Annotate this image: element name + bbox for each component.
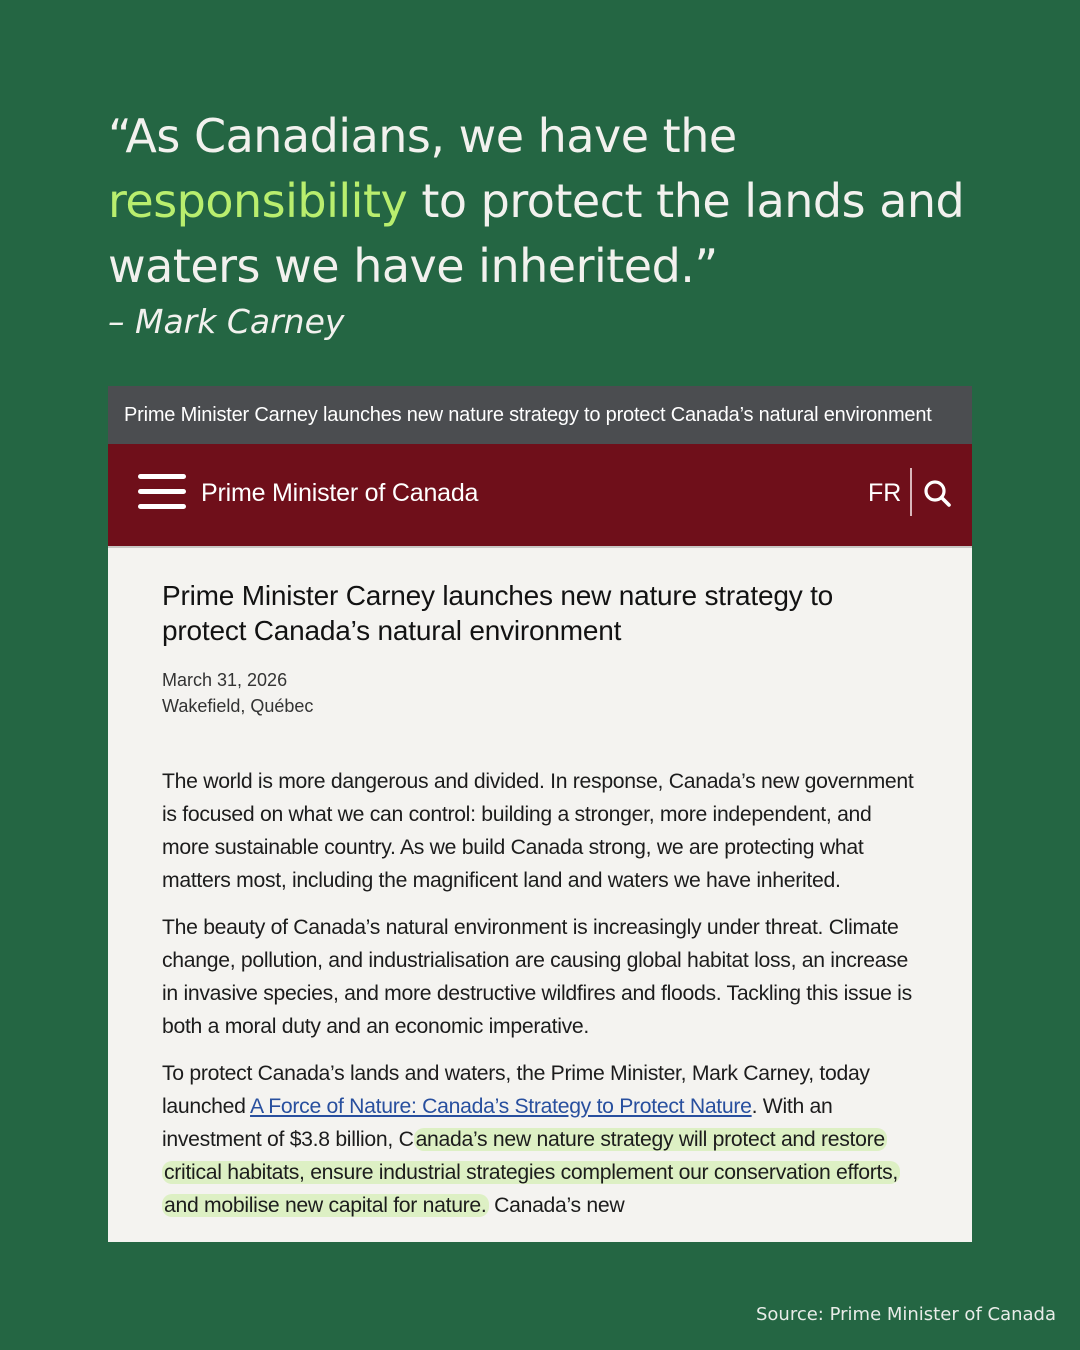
search-icon[interactable]	[922, 478, 954, 510]
quote-text	[108, 104, 988, 299]
article-date: March 31, 2026	[162, 670, 288, 690]
quote-end: to protect the lands and waters we have inherited.”	[108, 174, 965, 293]
article-paragraph: The beauty of Canada’s natural environment is increasingly under threat. Climate change, pollution, and industrialisation are causing global habitat loss, an increase in invasive species, and more destructive wildfires and floods. Tackling this issue is both a moral duty and an economic imperative.	[162, 916, 912, 1038]
paragraph-text: . With an investment of $3.8 billion, C	[162, 1095, 833, 1151]
site-header	[108, 444, 972, 548]
quote-attribution: – Mark Carney	[108, 302, 345, 341]
quote-highlight: responsibility	[108, 174, 408, 228]
quote-start: “As Canadians, we have the	[108, 109, 737, 163]
paragraph-text: Canada’s new	[488, 1194, 625, 1217]
article-body	[162, 765, 918, 1222]
source-credit: Source: Prime Minister of Canada	[755, 1304, 1056, 1325]
article-screenshot	[108, 386, 972, 1242]
header-divider	[910, 468, 912, 516]
language-toggle-button[interactable]: FR	[868, 479, 902, 507]
paragraph-text: To protect Canada’s lands and waters, the Prime Minister, Mark Carney, today launched	[162, 1062, 870, 1118]
article-meta	[162, 667, 918, 719]
article-paragraph	[162, 1057, 918, 1222]
browser-tab-title[interactable]: Prime Minister Carney launches new nature strategy to protect Canada’s natural environment	[108, 386, 972, 444]
article-location: Wakefield, Québec	[162, 696, 314, 716]
strategy-link[interactable]: A Force of Nature: Canada’s Strategy to Protect Nature	[250, 1095, 752, 1118]
article-content	[108, 548, 972, 1222]
hamburger-menu-icon[interactable]	[138, 474, 188, 512]
article-title: Prime Minister Carney launches new nature strategy to protect Canada’s natural environment	[162, 580, 834, 646]
site-title-link[interactable]: Prime Minister of Canada	[201, 479, 479, 507]
article-paragraph: The world is more dangerous and divided. In response, Canada’s new government is focused on what we can control: building a stronger, more independent, and more sustainable country. As we build Canada strong, we are protecting what matters most, including the magnificent land and waters we have inherited.	[162, 770, 914, 892]
highlighted-text: anada’s new nature strategy will protect and restore critical habitats, ensure industrial strategies complement our conservation efforts, and mobilise new capital for nature.	[164, 1128, 898, 1217]
